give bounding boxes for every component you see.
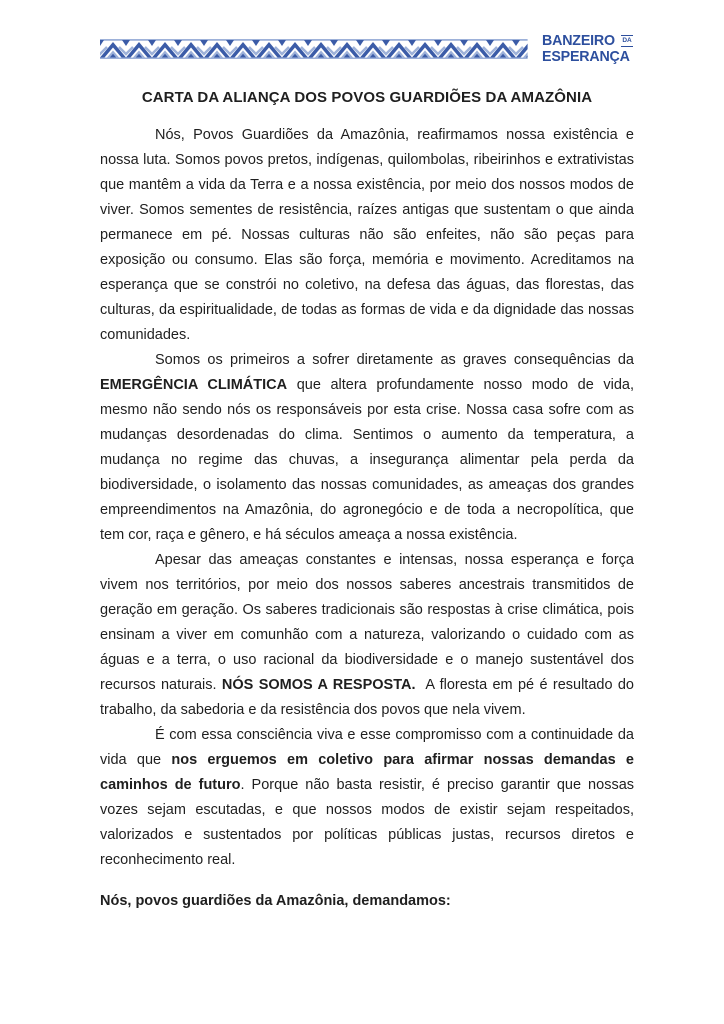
document-title: CARTA DA ALIANÇA DOS POVOS GUARDIÕES DA AMAZÔNIA bbox=[141, 89, 593, 106]
paragraph bbox=[100, 123, 634, 348]
document-body bbox=[100, 123, 634, 873]
paragraph-bold-run: NÓS SOMOS A RESPOSTA. bbox=[221, 677, 416, 693]
tribal-pattern-band bbox=[100, 39, 528, 59]
paragraph-text-run: Apesar das ameaças constantes e intensas, nossa esperança e força vivem nos territórios, por meio dos nossos saberes ancestrais transmitidos de geração em geração. Os saberes tradicionais são respostas à crise climática, pois ensinam a viver em comunhão com a natureza, valorizando o cuidado com as águas e a terra, o uso racional da biodiversidade e o manejo sustentável dos recursos naturais. bbox=[100, 552, 634, 693]
paragraph bbox=[100, 723, 634, 873]
paragraph-text-run: Nós, Povos Guardiões da Amazônia, reafirmamos nossa existência e nossa luta. Somos povos pretos, indígenas, quilombolas, ribeirinhos e extrativistas que mantêm a vida da Terra e a nossa existência, por meio dos nossos modos de viver. Somos sementes de resistência, raízes antigas que sustentam o que ainda permanece em pé. Nossas culturas não são enfeites, não são peças para exposição ou consumo. Elas são força, memória e movimento. Acreditamos na esperança que se constrói no coletivo, na defesa das águas, das florestas, das culturas, da espiritualidade, de todas as formas de vida e da dignidade das nossas comunidades. bbox=[100, 127, 634, 343]
page-header bbox=[100, 28, 634, 70]
paragraph-text-run: Somos os primeiros a sofrer diretamente as graves consequências da bbox=[155, 352, 634, 368]
tribal-pattern-icon bbox=[100, 39, 528, 59]
paragraph bbox=[100, 348, 634, 548]
paragraph-bold-run: EMERGÊNCIA CLIMÁTICA bbox=[100, 377, 288, 393]
paragraph-text-run: A floresta em pé é resultado do trabalho, da sabedoria e da resistência dos povos que nela vivem. bbox=[100, 677, 634, 718]
logo-text-banzeiro: BANZEIRO bbox=[541, 32, 615, 50]
logo-text-esperanca: ESPERANÇA bbox=[541, 48, 630, 65]
paragraph bbox=[100, 548, 634, 723]
logo-text-da: DA bbox=[621, 35, 632, 47]
paragraph-text-run: que altera profundamente nosso modo de vida, mesmo não sendo nós os responsáveis por esta crise. Nossa casa sofre com as mudanças desordenadas do clima. Sentimos o aumento da temperatura, a mudança no regime das chuvas, a insegurança alimentar pela perda da biodiversidade, o isolamento das nossas comunidades, as ameaças dos grandes empreendimentos na Amazônia, do agronegócio e de toda a necropolítica, que tem cor, raça e gênero, e há séculos ameaça a nossa existência. bbox=[100, 377, 634, 543]
paragraph-text-run: . Porque não basta resistir, é preciso garantir que nossas vozes sejam escutadas, e que nossos modos de existir sejam respeitados, valorizados e sustentados por políticas públicas justas, recursos diretos e reconhecimento real. bbox=[100, 777, 635, 868]
paragraph-bold-run: nos erguemos em coletivo para afirmar nossas demandas e caminhos de futuro bbox=[100, 752, 634, 793]
banzeiro-esperanca-logo bbox=[542, 33, 634, 64]
demands-heading: Nós, povos guardiões da Amazônia, demandamos: bbox=[100, 893, 451, 909]
paragraph-text-run: É com essa consciência viva e esse compromisso com a continuidade da vida que bbox=[100, 727, 634, 768]
